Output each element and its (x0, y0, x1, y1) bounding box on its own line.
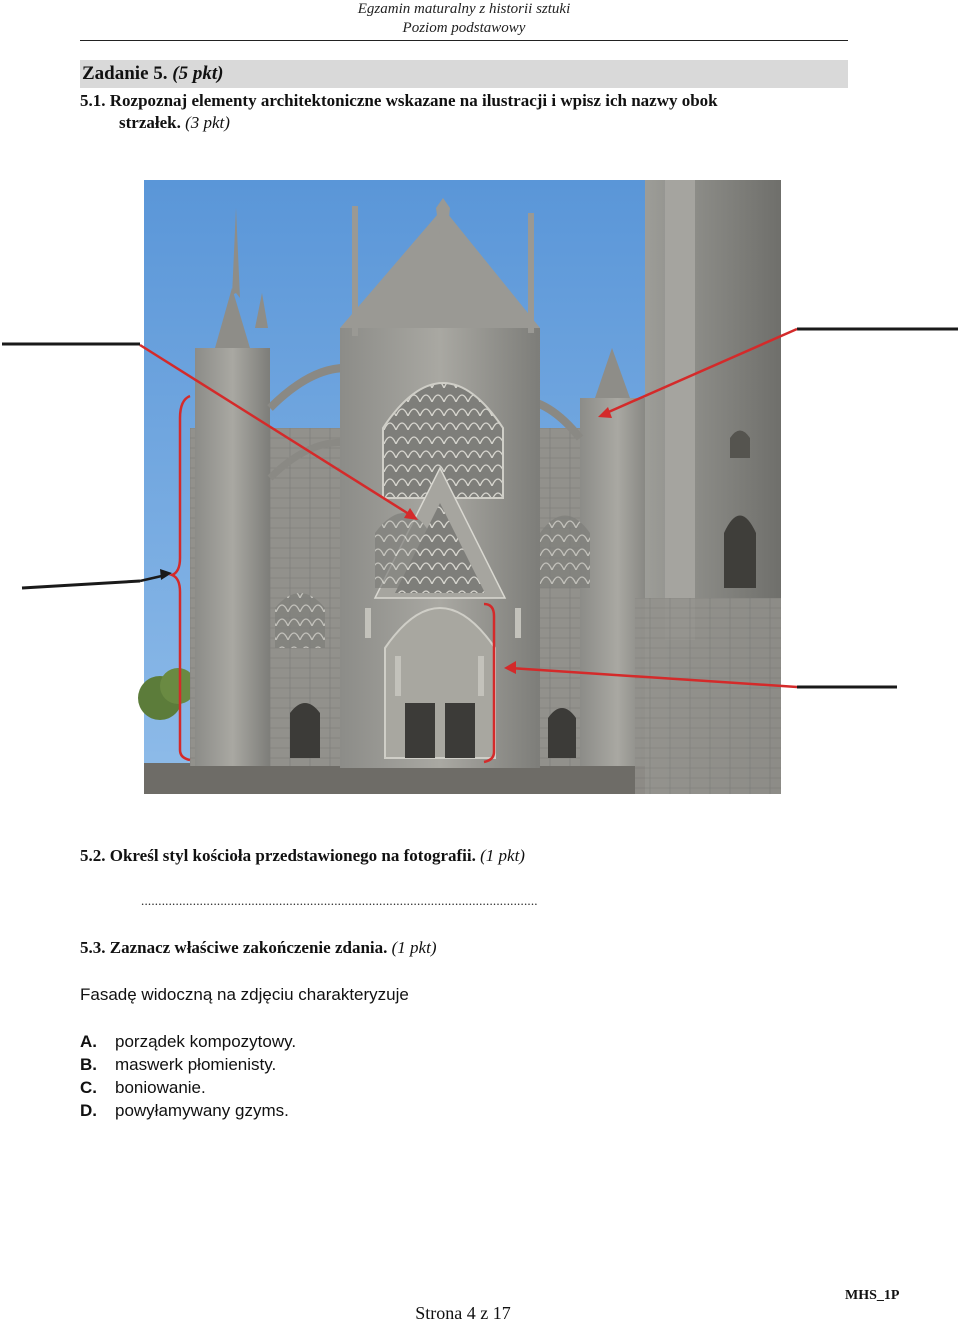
question-5-1-line1: 5.1. Rozpoznaj elementy architektoniczne wskazane na ilustracji i wpisz ich nazwy obok (80, 91, 718, 110)
option-text: boniowanie. (115, 1078, 206, 1097)
page-header (80, 0, 848, 41)
option-text: maswerk płomienisty. (115, 1055, 277, 1074)
option-a[interactable] (80, 1030, 296, 1053)
question-5-2-answer-line[interactable]: ................................................................................................................... (141, 893, 538, 908)
option-letter: A. (80, 1032, 97, 1051)
task-title-bar (80, 60, 848, 88)
question-5-1 (80, 90, 880, 134)
option-letter: D. (80, 1101, 97, 1120)
question-5-3-text: 5.3. Zaznacz właściwe zakończenie zdania. (80, 938, 388, 957)
question-5-2 (80, 845, 525, 867)
question-5-3-points: (1 pkt) (391, 938, 437, 957)
photograph (138, 180, 781, 794)
question-5-3-stem: Fasadę widoczną na zdjęciu charakteryzuje (80, 985, 409, 1004)
option-letter: C. (80, 1078, 97, 1097)
question-5-2-text: 5.2. Określ styl kościoła przedstawionego na fotografii. (80, 846, 476, 865)
option-c[interactable] (80, 1076, 296, 1099)
question-5-2-points: (1 pkt) (480, 846, 525, 865)
church-facade-figure (0, 178, 960, 798)
question-5-1-line2: strzałek. (119, 113, 181, 132)
option-text: powyłamywany gzyms. (115, 1101, 289, 1120)
question-5-3 (80, 937, 436, 959)
option-b[interactable] (80, 1053, 296, 1076)
exam-title: Egzamin maturalny z historii sztuki (357, 1, 571, 17)
task-points: (5 pkt) (172, 63, 224, 84)
exam-code: MHS_1P (845, 1288, 900, 1303)
task-title: Zadanie 5. (82, 63, 168, 84)
option-letter: B. (80, 1055, 97, 1074)
option-d[interactable] (80, 1099, 296, 1122)
exam-level: Poziom podstawowy (402, 20, 526, 36)
page-number: Strona 4 z 17 (415, 1303, 511, 1323)
answer-options (80, 1030, 296, 1122)
answer-line-middle-left[interactable] (22, 581, 140, 588)
option-text: porządek kompozytowy. (115, 1032, 297, 1051)
question-5-1-points: (3 pkt) (185, 113, 230, 132)
